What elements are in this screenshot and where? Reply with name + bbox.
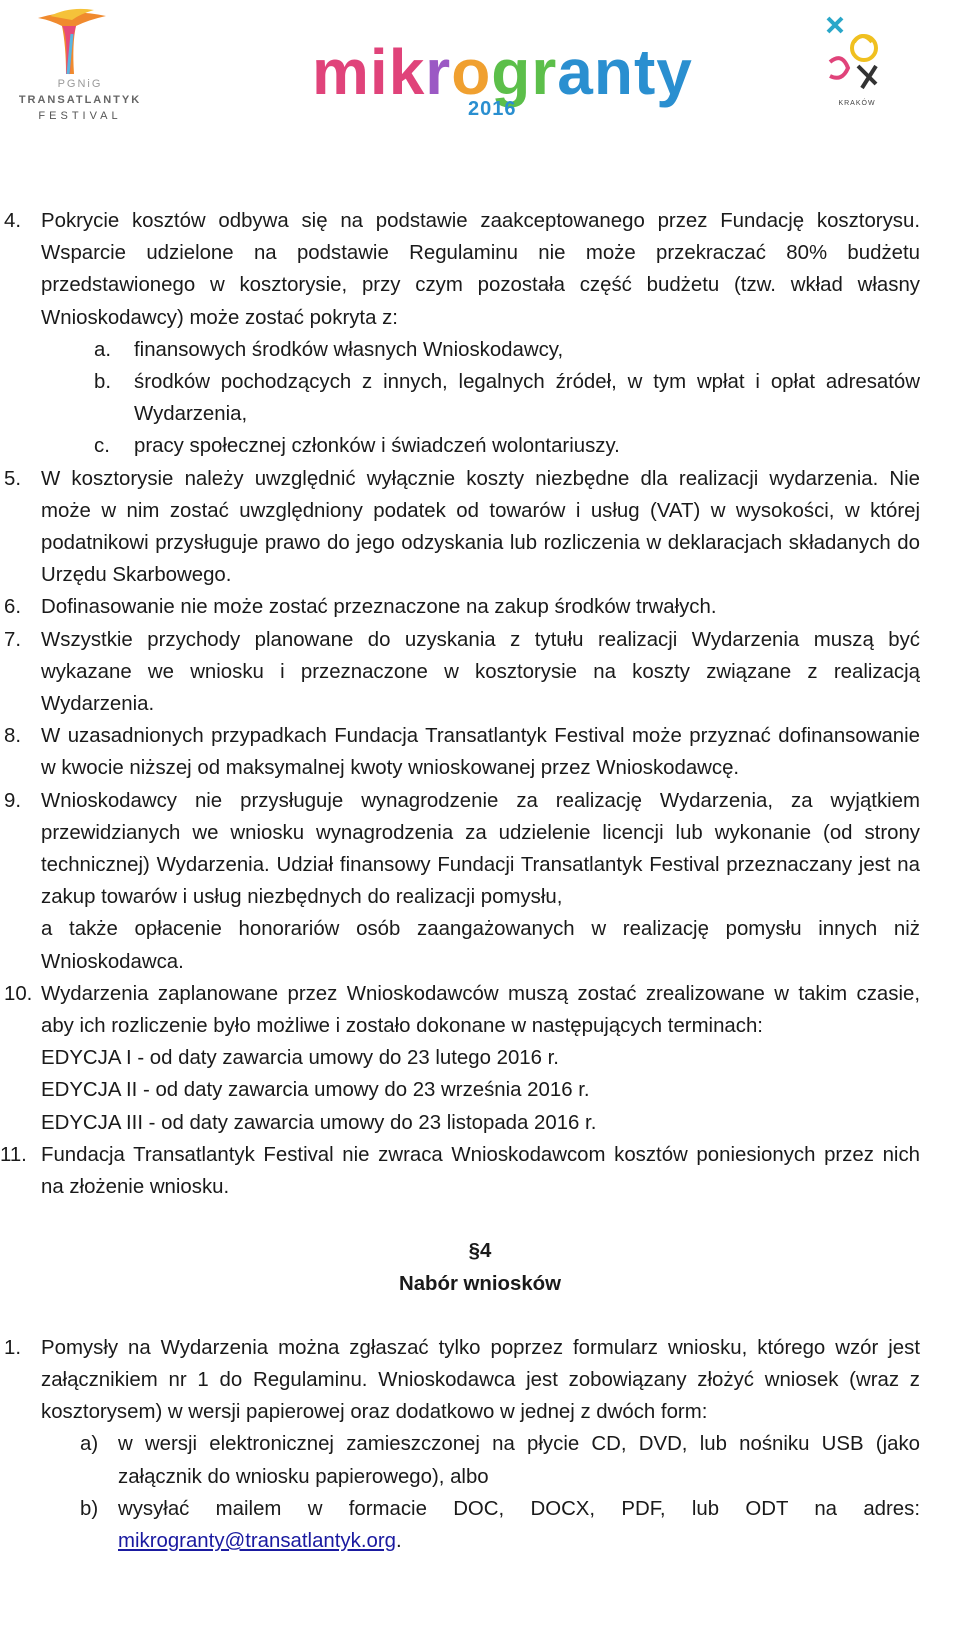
item-text: a także opłacenie honorariów osób zaangażowanych w realizację pomysłu innych niż Wnioskodawca. bbox=[41, 918, 920, 973]
mikrogranty-wordmark: mikrogranty bbox=[312, 36, 693, 108]
list-item bbox=[0, 720, 960, 784]
email-suffix: . bbox=[395, 1529, 402, 1552]
sub-list-item bbox=[0, 430, 960, 462]
krakow-caption: KRAKÓW bbox=[838, 100, 876, 107]
sub-item-letter: a. bbox=[94, 338, 112, 361]
sub-list-item bbox=[0, 334, 960, 366]
pgnig-label: PGNiG bbox=[57, 78, 103, 90]
item-number: 6. bbox=[4, 596, 22, 619]
sub-item-letter: b) bbox=[80, 1497, 99, 1520]
sub-item-text: wysyłać mailem w formacie DOC, DOCX, PDF, lub ODT na adres: bbox=[118, 1497, 920, 1520]
item-text: Wszystkie przychody planowane do uzyskania z tytułu realizacji Wydarzenia muszą być wykazane we wniosku i przeznaczone w kosztorysie na koszty związane z realizacją Wydarzenia. bbox=[41, 628, 920, 716]
item-text: Pomysły na Wydarzenia można zgłaszać tylko poprzez formularz wniosku, którego wzór jest załącznikiem nr 1 do Regulaminu. Wnioskodawca jest zobowiązany złożyć wniosek (wraz z kosztorysem) w wersji papierowej oraz dodatkowo w jednej z dwóch form: bbox=[41, 1336, 920, 1424]
item-text: Pokrycie kosztów odbywa się na podstawie zaakceptowanego przez Fundację kosztorysu. Wsparcie udzielone na podstawie Regulaminu nie może przekraczać 80% budżetu przedstawionego w kosztorysie, przy czym pozostała część budżetu (tzw. wkład własny Wnioskodawcy) może zostać pokryta z: bbox=[41, 210, 920, 329]
item-number: 9. bbox=[4, 789, 22, 812]
edition-line bbox=[0, 1042, 960, 1074]
mikrogranty-year: 2016 bbox=[468, 98, 517, 120]
list-item-continuation bbox=[0, 913, 960, 977]
sub-list-item bbox=[0, 1428, 960, 1492]
section-number: §4 bbox=[468, 1240, 492, 1263]
section-title: Nabór wniosków bbox=[398, 1272, 561, 1295]
edition-text: EDYCJA II - od daty zawarcia umowy do 23 września 2016 r. bbox=[41, 1079, 590, 1102]
page-header bbox=[0, 0, 960, 140]
item-number: 5. bbox=[4, 467, 22, 490]
item-number: 11. bbox=[0, 1143, 27, 1166]
item-text: Dofinasowanie nie może zostać przeznaczone na zakup środków trwałych. bbox=[41, 596, 717, 619]
email-link[interactable]: mikrogranty@transatlantyk.org bbox=[118, 1529, 396, 1552]
sub-item-text: w wersji elektronicznej zamieszczonej na płycie CD, DVD, lub nośniku USB (jako załącznik do wniosku papierowego), albo bbox=[118, 1433, 920, 1488]
sub-item-letter: a) bbox=[80, 1433, 99, 1456]
item-number: 4. bbox=[4, 210, 22, 232]
list-item bbox=[0, 1332, 960, 1429]
list-item bbox=[0, 785, 960, 914]
transatlantyk-label: TRANSATLANTYK bbox=[18, 94, 142, 106]
krakow-symbol-icon bbox=[822, 12, 892, 98]
item-text: Fundacja Transatlantyk Festival nie zwraca Wnioskodawcom kosztów poniesionych przez nich na złożenie wniosku. bbox=[41, 1143, 920, 1199]
sub-item-letter: b. bbox=[94, 371, 112, 394]
sub-list-item bbox=[0, 366, 960, 430]
edition-line bbox=[0, 1074, 960, 1106]
document-body bbox=[0, 205, 960, 1557]
sub-item-text: środków pochodzących z innych, legalnych źródeł, w tym wpłat i opłat adresatów Wydarzenia, bbox=[134, 371, 920, 426]
transatlantyk-figure-icon bbox=[10, 4, 150, 84]
edition-line bbox=[0, 1107, 960, 1139]
section-heading bbox=[0, 1235, 960, 1299]
list-item bbox=[0, 205, 960, 334]
item-number: 10. bbox=[4, 982, 33, 1005]
item-number: 1. bbox=[4, 1336, 22, 1359]
sub-list-item bbox=[0, 1493, 960, 1557]
sub-item-text: finansowych środków własnych Wnioskodawcy, bbox=[134, 338, 564, 361]
item-number: 8. bbox=[4, 725, 22, 748]
item-text: Wydarzenia zaplanowane przez Wnioskodawców muszą zostać zrealizowane w takim czasie, aby ich rozliczenie było możliwe i zostało dokonane w następujących terminach: bbox=[41, 982, 920, 1038]
item-text: W uzasadnionych przypadkach Fundacja Transatlantyk Festival może przyznać dofinansowanie w kwocie niższej od maksymalnej kwoty wnioskowanej przez Wnioskodawcę. bbox=[41, 725, 920, 780]
item-number: 7. bbox=[4, 628, 22, 651]
krakow-logo bbox=[822, 12, 892, 112]
sub-item-letter: c. bbox=[94, 435, 110, 458]
item-text: W kosztorysie należy uwzględnić wyłącznie koszty niezbędne dla realizacji wydarzenia. Nie może w nim zostać uwzględniony podatek od towarów i usług (VAT) w wysokości, w której podatnikowi przysługuje prawo do jego odzyskania lub rozliczenia w deklaracjach składanych do Urzędu Skarbowego. bbox=[41, 467, 920, 587]
mikrogranty-logo bbox=[312, 36, 693, 120]
list-item bbox=[0, 978, 960, 1042]
list-item bbox=[0, 591, 960, 623]
edition-text: EDYCJA I - od daty zawarcia umowy do 23 lutego 2016 r. bbox=[41, 1047, 559, 1070]
festival-label: FESTIVAL bbox=[38, 110, 122, 122]
edition-text: EDYCJA III - od daty zawarcia umowy do 23 listopada 2016 r. bbox=[41, 1111, 597, 1134]
list-item bbox=[0, 463, 960, 592]
item-text: Wnioskodawcy nie przysługuje wynagrodzenie za realizację Wydarzenia, za wyjątkiem przewidzianych we wniosku wynagrodzenia za udzielenie licencji lub wykonanie (od strony technicznej) Wydarzenia. Udział finansowy Fundacji Transatlantyk Festival przeznaczany jest na zakup towarów i usług niezbędnych do realizacji pomysłu, bbox=[41, 789, 920, 909]
list-item bbox=[0, 624, 960, 721]
list-item bbox=[0, 1139, 960, 1203]
pgnig-transatlantyk-logo bbox=[10, 4, 150, 132]
sub-item-text: pracy społecznej członków i świadczeń wolontariuszy. bbox=[134, 435, 620, 458]
